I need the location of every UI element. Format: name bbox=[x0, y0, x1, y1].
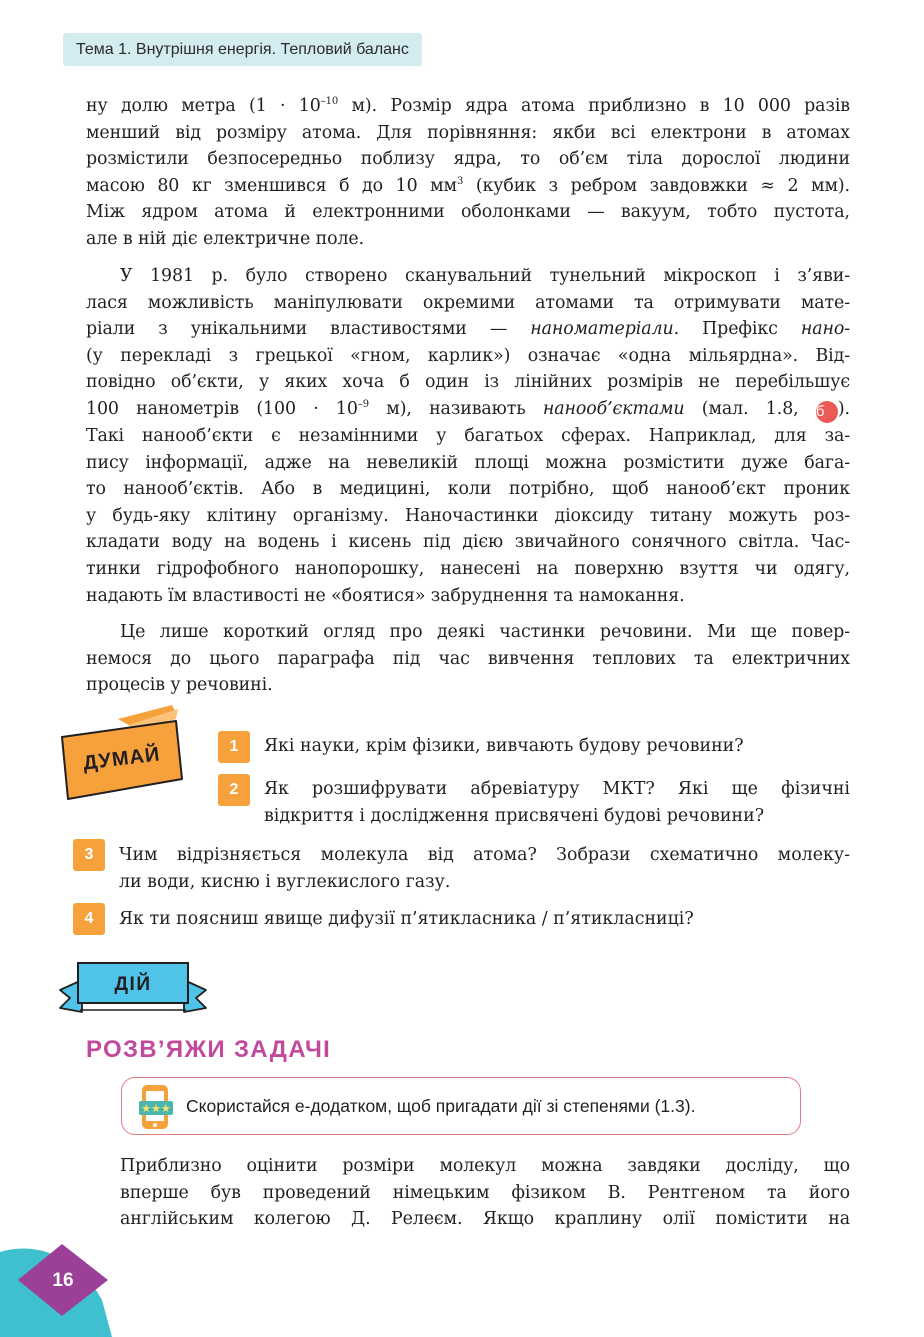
question-3: Чим відрізняється молекула від атома? Зобрази схематично молеку- ли води, кисню і вуглекислого газу. bbox=[119, 845, 850, 892]
paragraph-atom-size: ну долю метра ($1 \cdot 10^{-10}$ м). Розмір ядра атома приблизно в 10 000 разів менший від розміру атома. Для порівняння: якби всі електрони в атомах розмістили безпосередньо поблизу ядра, то об’єм тіла дорослої людини масою 80 кг зменшився б до 10 $мм^3$ (кубик з ребром завдовжки ≈ 2 мм). Між ядром атома й електронними оболонками — вакуум, тобто пустота, але в ній діє електричне поле. bbox=[86, 96, 850, 249]
think-label: ДУМАЙ bbox=[81, 743, 162, 775]
e-app-callout[interactable] bbox=[121, 1077, 801, 1135]
question-number-2: 2 bbox=[218, 774, 250, 806]
question-number-1: 1 bbox=[218, 731, 250, 763]
question-1: Які науки, крім фізики, вивчають будову речовини? bbox=[264, 736, 744, 756]
think-badge bbox=[60, 703, 186, 803]
act-badge bbox=[58, 960, 208, 1020]
act-label: ДІЙ bbox=[114, 974, 152, 995]
page-number: 16 bbox=[52, 1270, 74, 1291]
solve-problems-heading: РОЗВ’ЯЖИ ЗАДАЧІ bbox=[86, 1036, 332, 1063]
paragraph-nanomaterials: У 1981 р. було створено сканувальний тунельний мікроскоп і з’яви- лася можливість маніпулювати окремими атомами та отримувати мате- ріали з унікальними властивостями — наноматеріали. Префікс нано- (у перекладі з грецької «гном, карлик») означає «одна мільярдна». Від- повідно об’єкти, у яких хоча б один із лінійних розмірів не перебільшує 100 нанометрів ($100 \cdot 10^{-9}$ м), називають нанооб’єктами (мал. 1.8, б ). Такі нанооб’єкти є незамінними у багатьох сферах. Наприклад, для за- пису інформації, адже на невеликій площі можна розмістити дуже бага- то нанооб’єктів. Або в медицині, коли потрібно, щоб нанооб’єкт проник у будь-яку клітину організму. Наночастинки діоксиду титану можуть роз- кладати воду на водень і кисень під дією звичайного сонячного світла. Час- тинки гідрофобного нанопорошку, нанесені на поверхню взуття чи одягу, надають їм властивості не «боятися» забруднення та намокання. bbox=[86, 266, 850, 606]
topic-header: Тема 1. Внутрішня енергія. Тепловий баланс bbox=[63, 33, 422, 66]
svg-text:★★★: ★★★ bbox=[141, 1102, 171, 1115]
paragraph-summary: Це лише короткий огляд про деякі частинки речовини. Ми ще повер- немося до цього параграфа під час вивчення теплових та електричних процесів у речовині. bbox=[86, 622, 850, 696]
e-app-callout-text: Скористайся е-додатком, щоб пригадати дії зі степенями (1.3). bbox=[186, 1096, 696, 1116]
question-2: Як розшифрувати абревіатуру МКТ? Які ще фізичні відкриття і дослідження присвячені будові речовини? bbox=[264, 779, 850, 826]
figure-reference-badge[interactable]: б bbox=[816, 401, 838, 423]
question-number-3: 3 bbox=[73, 839, 105, 871]
phone-app-icon bbox=[138, 1083, 174, 1131]
paragraph-molecule-experiment: Приблизно оцінити розміри молекул можна завдяки досліду, що вперше був проведений німецьким фізиком В. Рентгеном та його англійським колегою Д. Релеєм. Якщо краплину олії помістити на bbox=[120, 1156, 850, 1230]
question-number-4: 4 bbox=[73, 903, 105, 935]
question-4: Як ти поясниш явище дифузії п’ятикласника / п’ятикласниці? bbox=[119, 909, 694, 929]
